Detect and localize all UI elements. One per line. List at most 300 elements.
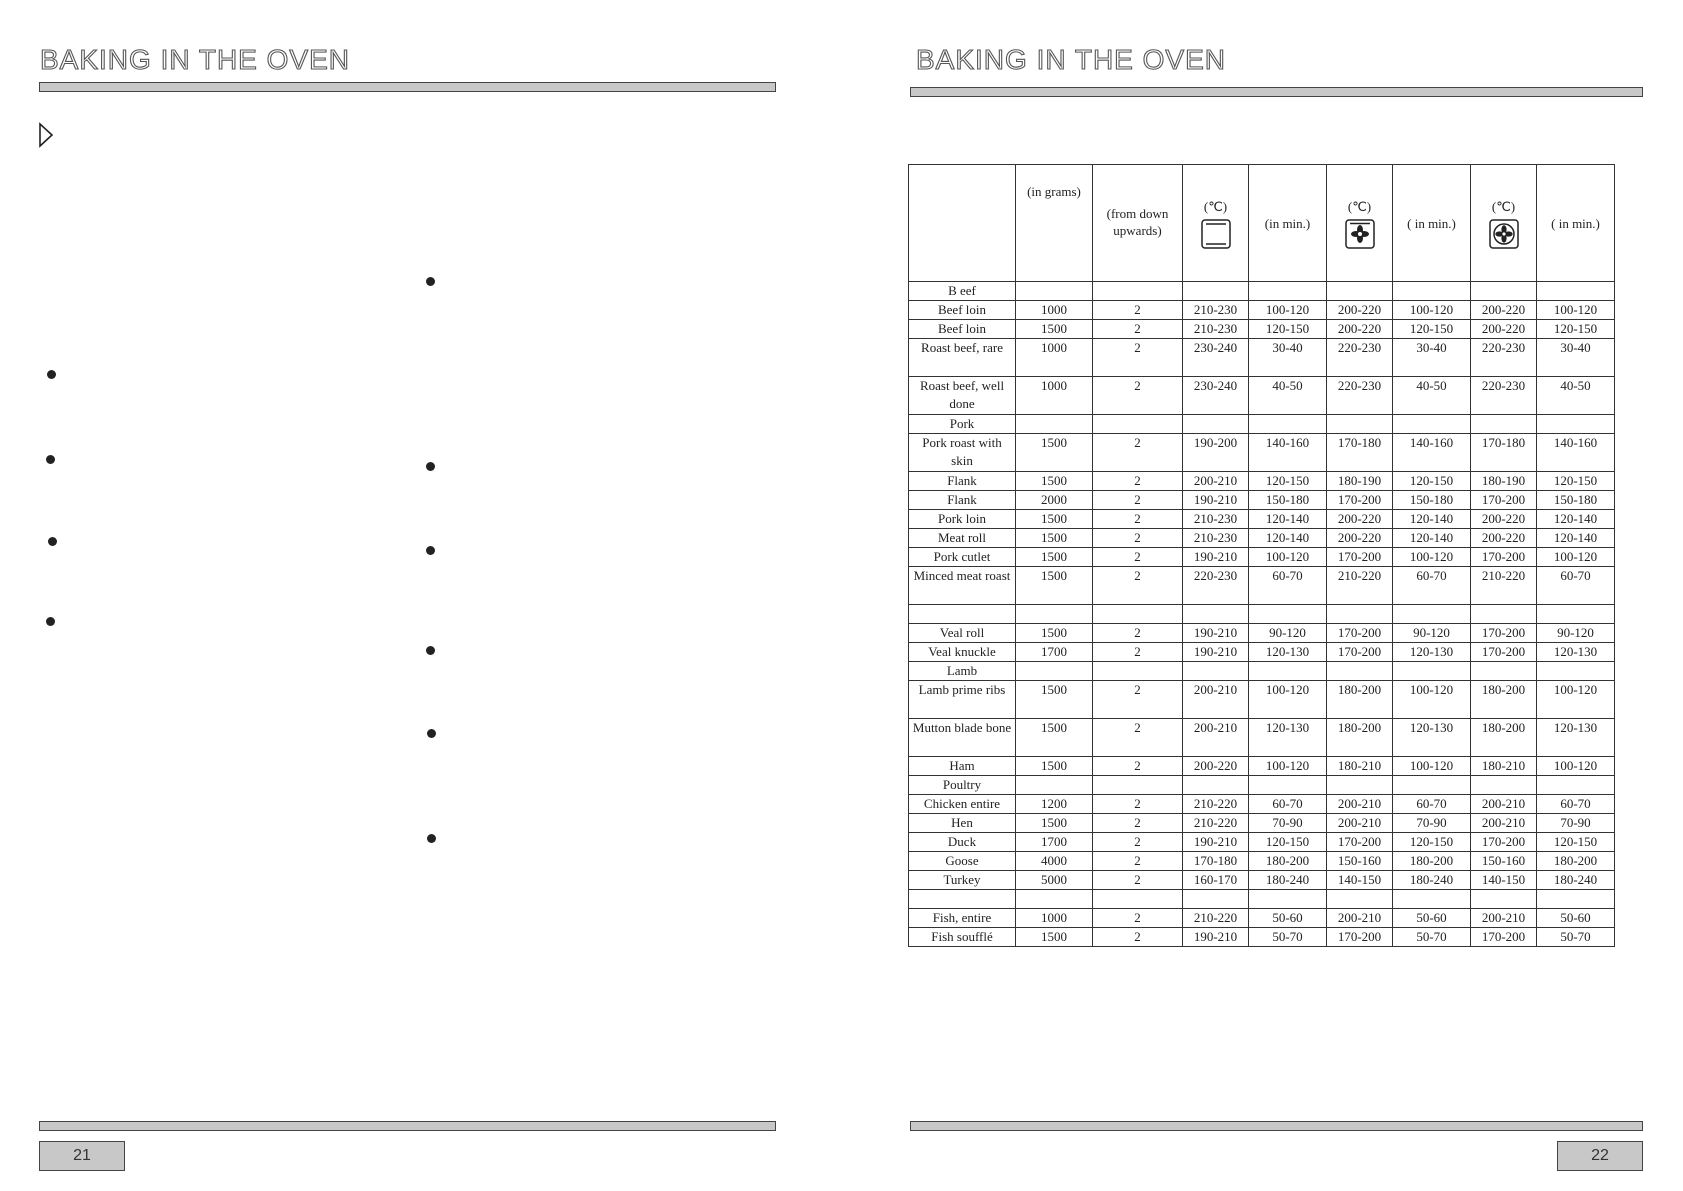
roasting-table [908,164,1615,947]
value-cell: 120-150 [1537,472,1615,491]
header-temp-fan-grill-label: (℃) [1347,198,1372,214]
value-cell [1327,282,1393,301]
value-cell: 180-210 [1471,757,1537,776]
value-cell: 40-50 [1249,377,1327,415]
table-section-row [909,890,1615,909]
value-cell [1016,605,1093,624]
value-cell: 220-230 [1327,339,1393,377]
header-temp-fan-grill [1327,165,1393,282]
value-cell: 200-210 [1183,472,1249,491]
table-row [909,377,1615,415]
food-name-cell: Flank [909,491,1016,510]
value-cell: 1500 [1016,320,1093,339]
value-cell: 170-200 [1327,833,1393,852]
value-cell: 220-230 [1183,567,1249,605]
value-cell [1537,890,1615,909]
section-label: Pork [909,415,1016,434]
value-cell [1183,282,1249,301]
table-row [909,852,1615,871]
header-temp-fan-label: (℃) [1491,198,1516,214]
value-cell: 2 [1093,548,1183,567]
value-cell: 170-200 [1327,643,1393,662]
value-cell: 2 [1093,491,1183,510]
value-cell: 120-140 [1537,510,1615,529]
table-section-row [909,605,1615,624]
value-cell [1249,605,1327,624]
value-cell: 200-210 [1471,795,1537,814]
value-cell [1183,662,1249,681]
food-name-cell: Pork cutlet [909,548,1016,567]
value-cell: 180-190 [1471,472,1537,491]
value-cell [1183,776,1249,795]
value-cell [1537,605,1615,624]
header-food [909,165,1016,282]
value-cell: 1500 [1016,719,1093,757]
value-cell: 190-210 [1183,548,1249,567]
value-cell [1327,890,1393,909]
value-cell: 180-240 [1393,871,1471,890]
value-cell: 1200 [1016,795,1093,814]
value-cell: 170-200 [1327,624,1393,643]
food-name-cell: Lamb prime ribs [909,681,1016,719]
value-cell: 120-130 [1249,643,1327,662]
value-cell: 2 [1093,757,1183,776]
value-cell: 70-90 [1393,814,1471,833]
header-time-fan: ( in min.) [1537,165,1615,282]
value-cell: 50-70 [1393,928,1471,947]
bullet-icon [47,370,56,379]
value-cell: 200-210 [1183,681,1249,719]
value-cell [1249,776,1327,795]
food-name-cell: Ham [909,757,1016,776]
table-row [909,529,1615,548]
food-name-cell: Mutton blade bone [909,719,1016,757]
table-row [909,681,1615,719]
value-cell [1249,415,1327,434]
value-cell: 210-220 [1471,567,1537,605]
value-cell: 100-120 [1249,681,1327,719]
value-cell: 2000 [1016,491,1093,510]
value-cell [1249,282,1327,301]
value-cell: 100-120 [1249,757,1327,776]
value-cell: 1500 [1016,928,1093,947]
value-cell: 1500 [1016,548,1093,567]
value-cell: 160-170 [1183,871,1249,890]
table-row [909,510,1615,529]
value-cell: 2 [1093,339,1183,377]
value-cell: 140-160 [1249,434,1327,472]
value-cell: 100-120 [1393,681,1471,719]
value-cell [1093,776,1183,795]
value-cell: 170-200 [1471,643,1537,662]
value-cell: 30-40 [1537,339,1615,377]
page-number-left: 21 [39,1141,125,1171]
value-cell: 1500 [1016,624,1093,643]
conventional-oven-icon [1201,219,1231,249]
value-cell: 200-220 [1327,510,1393,529]
value-cell [1249,662,1327,681]
section-label [909,890,1016,909]
value-cell [1093,662,1183,681]
value-cell [1327,662,1393,681]
value-cell: 190-200 [1183,434,1249,472]
table-header-row [909,165,1615,282]
value-cell: 2 [1093,928,1183,947]
value-cell [1393,282,1471,301]
value-cell [1183,890,1249,909]
bullet-icon [427,729,436,738]
food-name-cell: Duck [909,833,1016,852]
value-cell: 120-130 [1537,643,1615,662]
value-cell: 120-130 [1393,719,1471,757]
value-cell: 140-150 [1327,871,1393,890]
food-name-cell: Roast beef, rare [909,339,1016,377]
value-cell: 100-120 [1537,681,1615,719]
value-cell: 170-200 [1327,491,1393,510]
value-cell: 2 [1093,567,1183,605]
value-cell [1016,662,1093,681]
value-cell: 180-200 [1393,852,1471,871]
value-cell: 140-160 [1393,434,1471,472]
value-cell: 190-210 [1183,928,1249,947]
food-name-cell: Minced meat roast [909,567,1016,605]
value-cell: 1000 [1016,909,1093,928]
value-cell: 2 [1093,320,1183,339]
header-time-fan-grill: ( in min.) [1393,165,1471,282]
value-cell: 1500 [1016,681,1093,719]
value-cell: 230-240 [1183,339,1249,377]
table-row [909,339,1615,377]
value-cell [1093,415,1183,434]
table-row [909,814,1615,833]
value-cell: 170-180 [1471,434,1537,472]
value-cell [1471,415,1537,434]
value-cell: 100-120 [1249,548,1327,567]
value-cell: 60-70 [1537,567,1615,605]
food-name-cell: Veal knuckle [909,643,1016,662]
footer-rule-right [910,1121,1643,1131]
value-cell: 210-230 [1183,320,1249,339]
table-row [909,320,1615,339]
bullet-icon [427,834,436,843]
value-cell: 190-210 [1183,643,1249,662]
value-cell: 1500 [1016,529,1093,548]
value-cell: 5000 [1016,871,1093,890]
value-cell: 2 [1093,681,1183,719]
value-cell: 200-220 [1471,320,1537,339]
value-cell: 60-70 [1537,795,1615,814]
table-section-row [909,776,1615,795]
value-cell: 100-120 [1393,757,1471,776]
value-cell: 2 [1093,833,1183,852]
bullet-icon [46,455,55,464]
value-cell: 1500 [1016,757,1093,776]
value-cell: 170-200 [1471,548,1537,567]
table-row [909,472,1615,491]
value-cell: 200-220 [1471,529,1537,548]
value-cell: 200-220 [1183,757,1249,776]
value-cell: 200-210 [1327,814,1393,833]
value-cell: 170-200 [1471,491,1537,510]
table-row [909,624,1615,643]
value-cell: 170-200 [1471,833,1537,852]
header-rule-right [910,87,1643,97]
value-cell: 1500 [1016,472,1093,491]
value-cell: 60-70 [1249,795,1327,814]
value-cell: 180-200 [1471,681,1537,719]
value-cell [1393,662,1471,681]
header-temp-conventional-label: (℃) [1203,198,1228,214]
table-row [909,909,1615,928]
value-cell: 1000 [1016,301,1093,320]
section-label [909,605,1016,624]
value-cell: 180-200 [1327,719,1393,757]
value-cell: 100-120 [1537,301,1615,320]
value-cell: 120-130 [1249,719,1327,757]
value-cell: 170-200 [1327,548,1393,567]
value-cell: 180-190 [1327,472,1393,491]
food-name-cell: Goose [909,852,1016,871]
value-cell: 60-70 [1393,567,1471,605]
value-cell [1393,776,1471,795]
value-cell: 40-50 [1537,377,1615,415]
value-cell: 120-140 [1537,529,1615,548]
table-row [909,871,1615,890]
section-label: Poultry [909,776,1016,795]
food-name-cell: Flank [909,472,1016,491]
value-cell: 220-230 [1471,339,1537,377]
value-cell: 120-150 [1393,320,1471,339]
hot-air-fan-icon [1489,219,1519,249]
value-cell: 170-200 [1471,928,1537,947]
table-section-row [909,282,1615,301]
section-label: Lamb [909,662,1016,681]
value-cell: 50-70 [1249,928,1327,947]
value-cell [1393,415,1471,434]
value-cell: 210-220 [1183,795,1249,814]
value-cell [1471,776,1537,795]
value-cell: 220-230 [1327,377,1393,415]
bullet-icon [426,462,435,471]
value-cell: 50-70 [1537,928,1615,947]
table-row [909,491,1615,510]
value-cell: 120-130 [1537,719,1615,757]
value-cell: 2 [1093,852,1183,871]
page-title-right: BAKING IN THE OVEN [916,44,1226,75]
value-cell: 30-40 [1393,339,1471,377]
value-cell: 200-210 [1327,795,1393,814]
value-cell: 170-180 [1183,852,1249,871]
value-cell: 120-150 [1393,833,1471,852]
value-cell [1471,890,1537,909]
food-name-cell: Fish soufflé [909,928,1016,947]
value-cell: 100-120 [1393,548,1471,567]
value-cell: 210-220 [1183,814,1249,833]
value-cell: 200-220 [1471,510,1537,529]
bullet-icon [46,617,55,626]
value-cell: 150-180 [1393,491,1471,510]
header-rule-left [39,82,776,92]
value-cell: 140-160 [1537,434,1615,472]
food-name-cell: Pork loin [909,510,1016,529]
value-cell: 120-150 [1537,833,1615,852]
value-cell [1093,605,1183,624]
value-cell: 2 [1093,377,1183,415]
value-cell: 200-220 [1471,301,1537,320]
value-cell: 4000 [1016,852,1093,871]
fan-grill-icon [1345,219,1375,249]
food-name-cell: Meat roll [909,529,1016,548]
value-cell: 50-60 [1249,909,1327,928]
value-cell [1093,890,1183,909]
value-cell: 170-180 [1327,434,1393,472]
value-cell [1537,282,1615,301]
value-cell: 170-200 [1471,624,1537,643]
value-cell: 180-200 [1537,852,1615,871]
value-cell: 120-140 [1393,529,1471,548]
table-row [909,567,1615,605]
value-cell: 200-220 [1327,301,1393,320]
value-cell: 210-230 [1183,301,1249,320]
value-cell: 100-120 [1537,757,1615,776]
value-cell: 90-120 [1393,624,1471,643]
value-cell: 1500 [1016,434,1093,472]
value-cell: 2 [1093,871,1183,890]
food-name-cell: Fish, entire [909,909,1016,928]
value-cell [1183,605,1249,624]
food-name-cell: Chicken entire [909,795,1016,814]
value-cell [1537,776,1615,795]
value-cell [1016,282,1093,301]
value-cell [1016,890,1093,909]
food-name-cell: Roast beef, well done [909,377,1016,415]
value-cell: 120-150 [1249,833,1327,852]
value-cell: 1500 [1016,510,1093,529]
table-row [909,643,1615,662]
value-cell: 70-90 [1537,814,1615,833]
value-cell: 100-120 [1249,301,1327,320]
food-name-cell: Veal roll [909,624,1016,643]
value-cell [1093,282,1183,301]
table-row [909,928,1615,947]
table-row [909,301,1615,320]
value-cell: 2 [1093,472,1183,491]
value-cell [1016,776,1093,795]
value-cell: 70-90 [1249,814,1327,833]
value-cell: 50-60 [1537,909,1615,928]
value-cell: 2 [1093,529,1183,548]
value-cell: 180-210 [1327,757,1393,776]
value-cell: 2 [1093,719,1183,757]
table-row [909,757,1615,776]
value-cell: 230-240 [1183,377,1249,415]
value-cell: 1000 [1016,339,1093,377]
value-cell: 2 [1093,909,1183,928]
value-cell [1471,662,1537,681]
value-cell: 180-200 [1249,852,1327,871]
value-cell [1471,605,1537,624]
food-name-cell: Turkey [909,871,1016,890]
table-section-row [909,415,1615,434]
page-number-right: 22 [1557,1141,1643,1171]
food-name-cell: Beef loin [909,301,1016,320]
table-row [909,833,1615,852]
value-cell: 140-150 [1471,871,1537,890]
value-cell [1327,776,1393,795]
value-cell: 120-150 [1249,320,1327,339]
value-cell: 210-230 [1183,510,1249,529]
food-name-cell: Pork roast with skin [909,434,1016,472]
page-title-left: BAKING IN THE OVEN [40,44,350,75]
value-cell: 120-150 [1393,472,1471,491]
value-cell [1537,415,1615,434]
section-label: B eef [909,282,1016,301]
header-level: (from down upwards) [1093,165,1183,282]
value-cell [1471,282,1537,301]
value-cell: 100-120 [1537,548,1615,567]
value-cell: 30-40 [1249,339,1327,377]
value-cell: 60-70 [1393,795,1471,814]
bullet-icon [48,537,57,546]
value-cell [1249,890,1327,909]
value-cell [1537,662,1615,681]
value-cell: 200-210 [1471,909,1537,928]
food-name-cell: Hen [909,814,1016,833]
value-cell: 2 [1093,795,1183,814]
value-cell: 200-210 [1471,814,1537,833]
value-cell: 1500 [1016,567,1093,605]
value-cell: 120-140 [1249,529,1327,548]
value-cell: 2 [1093,643,1183,662]
table-row [909,795,1615,814]
table-row [909,719,1615,757]
value-cell: 200-220 [1327,320,1393,339]
value-cell: 60-70 [1249,567,1327,605]
value-cell: 50-60 [1393,909,1471,928]
value-cell: 180-200 [1471,719,1537,757]
value-cell: 1500 [1016,814,1093,833]
value-cell: 150-160 [1327,852,1393,871]
footer-rule-left [39,1121,776,1131]
food-name-cell: Beef loin [909,320,1016,339]
value-cell: 100-120 [1393,301,1471,320]
value-cell: 1700 [1016,643,1093,662]
value-cell: 210-220 [1183,909,1249,928]
value-cell: 220-230 [1471,377,1537,415]
value-cell: 190-210 [1183,833,1249,852]
value-cell: 120-140 [1249,510,1327,529]
value-cell: 120-140 [1393,510,1471,529]
value-cell: 200-210 [1183,719,1249,757]
value-cell: 1000 [1016,377,1093,415]
table-row [909,434,1615,472]
value-cell: 170-200 [1327,928,1393,947]
play-arrow-icon [38,122,54,148]
value-cell [1327,605,1393,624]
value-cell: 2 [1093,814,1183,833]
value-cell [1393,605,1471,624]
value-cell [1183,415,1249,434]
value-cell: 150-160 [1471,852,1537,871]
value-cell: 120-150 [1537,320,1615,339]
bullet-icon [426,277,435,286]
value-cell: 2 [1093,624,1183,643]
value-cell: 40-50 [1393,377,1471,415]
value-cell: 150-180 [1249,491,1327,510]
value-cell: 120-130 [1393,643,1471,662]
value-cell: 200-220 [1327,529,1393,548]
value-cell: 1700 [1016,833,1093,852]
